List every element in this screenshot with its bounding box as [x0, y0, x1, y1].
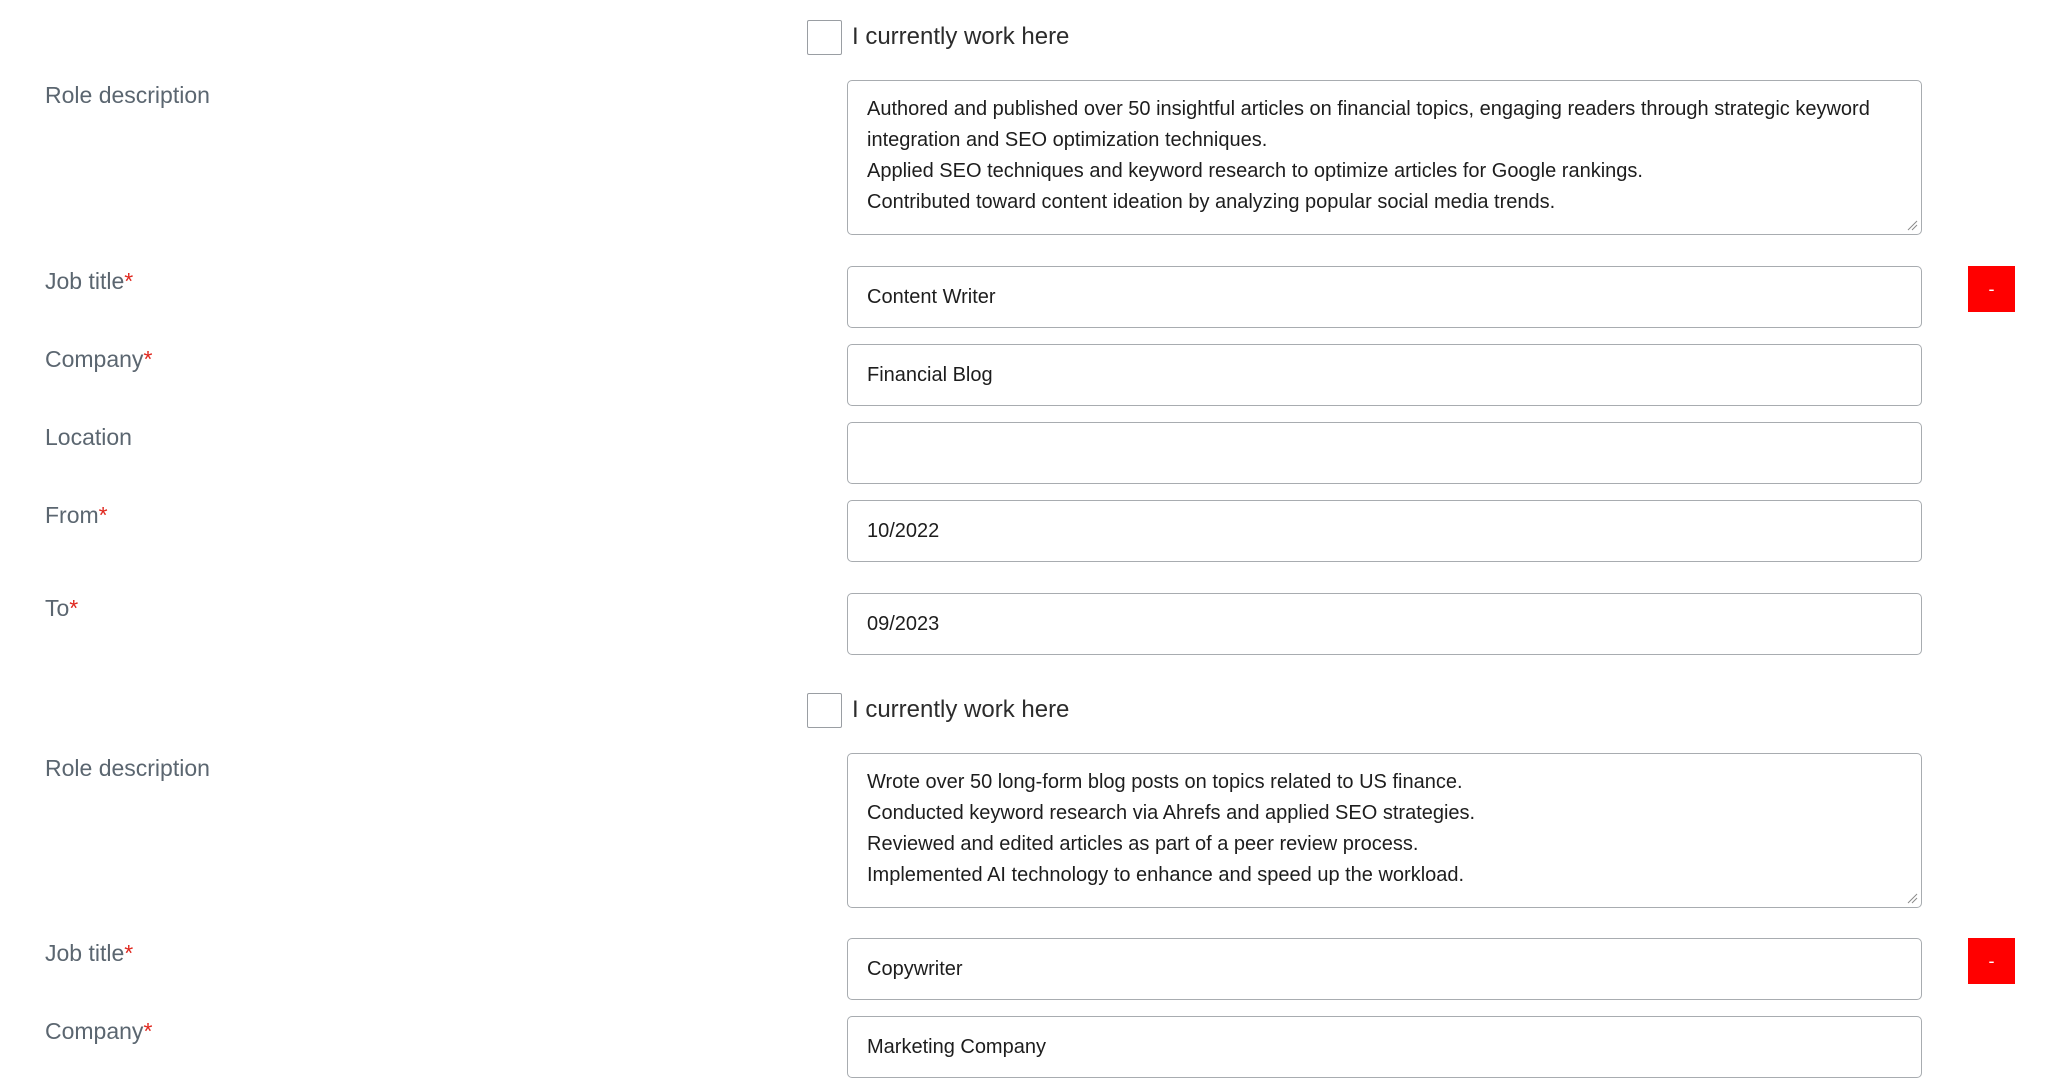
job-title-label: Job title*	[45, 268, 134, 294]
role-description-line: Wrote over 50 long-form blog posts on topics related to US finance.	[867, 771, 1463, 793]
current-work-checkbox[interactable]	[807, 693, 842, 728]
current-work-label: I currently work here	[852, 696, 1070, 723]
company-input[interactable]: Marketing Company	[847, 1016, 1922, 1078]
resize-grip-icon[interactable]	[1906, 219, 1918, 231]
job-title-input[interactable]: Content Writer	[847, 266, 1922, 328]
role-description-label: Role description	[45, 82, 210, 108]
to-date-input[interactable]: 09/2023	[847, 593, 1922, 655]
role-description-line: Conducted keyword research via Ahrefs and applied SEO strategies.	[867, 802, 1476, 824]
required-marker: *	[124, 268, 134, 294]
role-description-line: Contributed toward content ideation by analyzing popular social media trends.	[867, 191, 1556, 213]
required-marker: *	[69, 595, 79, 621]
current-work-label: I currently work here	[852, 23, 1070, 50]
to-label: To*	[45, 595, 79, 621]
job-title-input[interactable]: Copywriter	[847, 938, 1922, 1000]
required-marker: *	[124, 940, 134, 966]
remove-entry-button[interactable]: -	[1968, 266, 2015, 312]
role-description-line: Applied SEO techniques and keyword research to optimize articles for Google rankings.	[867, 160, 1643, 182]
role-description-line: Reviewed and edited articles as part of a peer review process.	[867, 833, 1419, 855]
required-marker: *	[98, 502, 108, 528]
remove-entry-button[interactable]: -	[1968, 938, 2015, 984]
resize-grip-icon[interactable]	[1906, 892, 1918, 904]
role-description-label: Role description	[45, 755, 210, 781]
company-label: Company*	[45, 1018, 153, 1044]
required-marker: *	[143, 1018, 153, 1044]
current-work-row	[807, 690, 1069, 730]
from-label: From*	[45, 502, 108, 528]
current-work-row	[807, 17, 1069, 57]
role-description-textarea[interactable]	[847, 80, 1922, 235]
location-label: Location	[45, 424, 132, 450]
role-description-textarea[interactable]	[847, 753, 1922, 908]
job-title-label: Job title*	[45, 940, 134, 966]
from-date-input[interactable]: 10/2022	[847, 500, 1922, 562]
company-label: Company*	[45, 346, 153, 372]
current-work-checkbox[interactable]	[807, 20, 842, 55]
role-description-line: Implemented AI technology to enhance and speed up the workload.	[867, 864, 1465, 886]
company-input[interactable]: Financial Blog	[847, 344, 1922, 406]
location-input[interactable]	[847, 422, 1922, 484]
required-marker: *	[143, 346, 153, 372]
role-description-line: Authored and published over 50 insightful articles on financial topics, engaging readers through strategic keyword integration and SEO optimization techniques.	[867, 98, 1870, 151]
